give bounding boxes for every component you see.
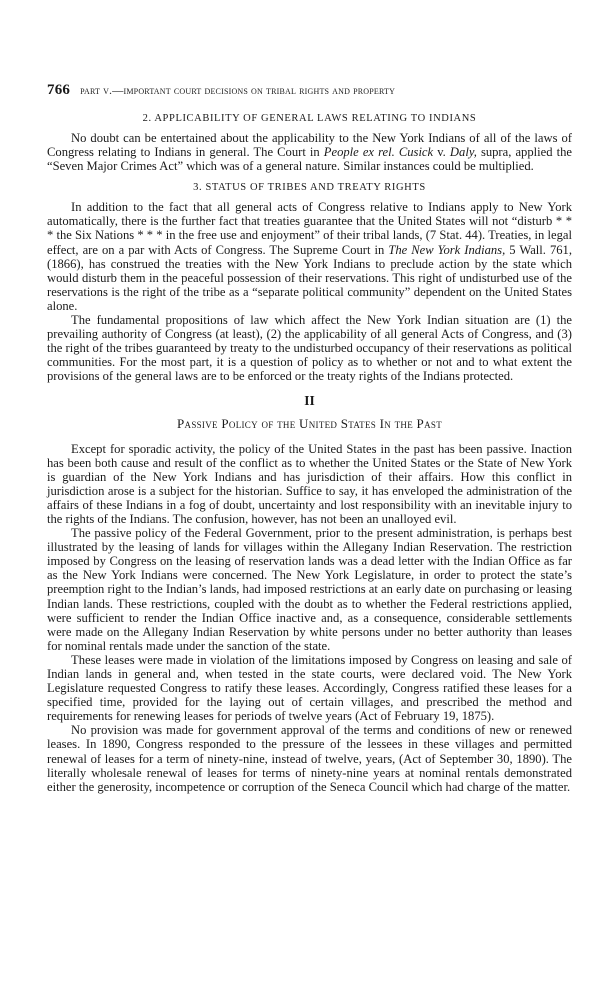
running-head — [47, 82, 572, 99]
case-citation: The New York Indians, — [388, 242, 506, 257]
page-number: 766 — [47, 82, 71, 98]
part-ii-paragraph: The passive policy of the Federal Government, prior to the present administration, is perhaps best illustrated by the leasing of lands for villages within the Allegany Indian Reservation. The restriction imposed by Congress on the leasing of reservation lands was a dead letter with the Indian Office as far as the New York Indians were concerned. The New York Legislature, in order to protect the state’s preemption right to the Indian’s lands, had imposed restrictions at an early date on purchasing or leasing Indian lands. These restrictions, coupled with the doubt as to whether the Federal restrictions applied, were sufficient to render the Indian Office inactive and, as a consequence, considerable settlements were made on the Allegany Indian Reservation by white persons under no better authority than leases for nominal rentals made under the sanction of the state. — [47, 526, 572, 653]
section-3-heading: 3. STATUS OF TRIBES AND TREATY RIGHTS — [193, 182, 426, 194]
section-2-heading: 2. APPLICABILITY OF GENERAL LAWS RELATING TO INDIANS — [142, 113, 477, 124]
case-citation: Daly, — [449, 145, 477, 160]
part-ii-paragraph: Except for sporadic activity, the policy of the United States in the past has been passive. Inaction has been both cause and result of the conflict as to whether the United States or the State of New York is guardian of the New York Indians and has jurisdiction of their affairs. How this conflict in jurisdiction arose is a subject for the historian. Suffice to say, it has enveloped the administration of the affairs of these Indians in a fog of doubt, uncertainty and lost responsibility with an inevitable injury to the rights of the Indians. The confusion, however, has not been an unalloyed evil. — [47, 441, 572, 526]
section-3-paragraph-2: The fundamental propositions of law which affect the New York Indian situation are (1) the prevailing authority of Congress (at least), (2) the applicability of all general Acts of Congress, and (3) the right of the tribes guaranteed by treaty to the undisturbed occupancy of their reservations as political communities. For the most part, it is a question of policy as to whether or not and to what extent the provisions of the general laws are to be enforced or the treaty rights of the Indians protected. — [47, 313, 572, 384]
section-3-paragraph-1: In addition to the fact that all general acts of Congress relative to Indians apply to New York automatically, there is the further fact that treaties guarantee that the United States will not “disturb * * * the Six Nations * * * in the free use and enjoyment” of their tribal lands, (7 Stat. 44). Treaties, in legal effect, are on a par with Acts of Congress. The Supreme Court in The New York Indians, 5 Wall. 761, (1866), has construed the treaties with the New York Indians to preclude action by the state which would disturb them in the peaceful possession of their reservations. This right of undisturbed use of the reservations is the right of the tribe as a “separate political community” dependent on the United States alone. — [47, 200, 573, 313]
part-title: Passive Policy of the United States In the Past — [176, 415, 442, 431]
part-ii-paragraph: These leases were made in violation of the limitations imposed by Congress on leasing and sale of Indian lands in general and, when tested in the state courts, were declared void. The New York Legislature requested Congress to ratify these leases. Accordingly, Congress ratified these leases for a specified time, provided for the laying out of certain villages, and prescribed the method and requirements for renewing leases for periods of twelve years (Act of February 19, 1875). — [47, 652, 572, 724]
case-citation: People ex rel. Cusick — [323, 145, 434, 160]
part-ii-paragraph: No provision was made for government approval of the terms and conditions of new or renewed leases. In 1890, Congress responded to the pressure of the lessees in these villages and permitted renewal of leases for a term of ninety-nine, instead of twelve, years, (Act of September 30, 1890). The literally wholesale renewal of leases for terms of ninety-nine years at nominal rentals demonstrated either the generosity, incompetence or corruption of the Seneca Council which had charge of the matter. — [47, 723, 572, 794]
section-2-paragraph: No doubt can be entertained about the applicability to the New York Indians of all of the laws of Congress relating to Indians in general. The Court in People ex rel. Cusick v. Daly, supra, applied the “Seven Major Crimes Act” which was of a general nature. Similar instances could be multiplied. — [47, 131, 572, 174]
running-head-title: part v.—important court decisions on tribal rights and property — [80, 85, 396, 97]
part-numeral: II — [304, 392, 315, 408]
